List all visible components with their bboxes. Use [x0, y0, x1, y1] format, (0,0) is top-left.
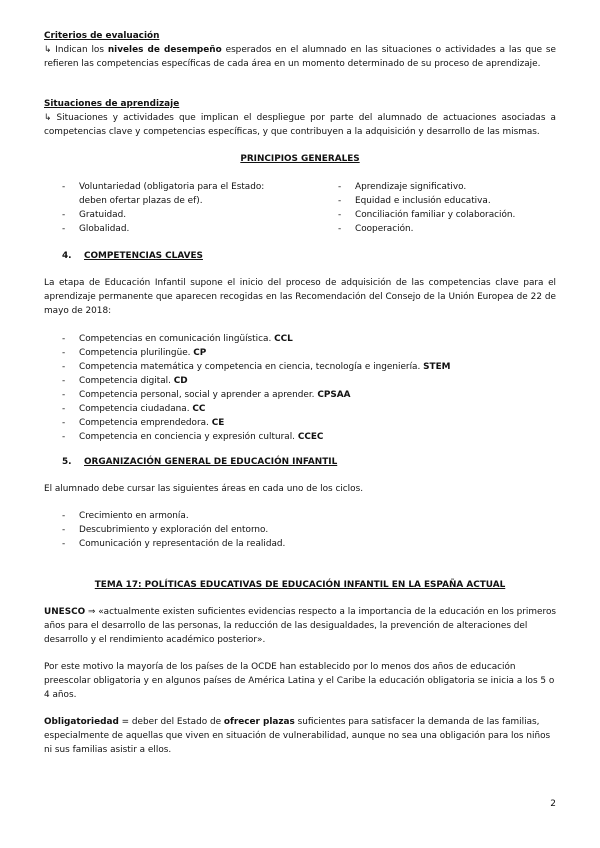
principios-heading: PRINCIPIOS GENERALES — [240, 154, 360, 164]
list-item: - Descubrimiento y exploración del entorno. — [44, 523, 556, 537]
list-item: - Gratuidad. — [44, 208, 324, 222]
competencias-heading-row — [44, 249, 556, 263]
criterios-section — [44, 29, 556, 71]
organizacion-list — [44, 509, 556, 551]
list-item: - Voluntariedad (obligatoria para el Estado: deben ofertar plazas de ef). — [44, 180, 324, 208]
unesco-paragraph: UNESCO ⇒ «actualmente existen suficientes evidencias respecto a la importancia de la educación en los primeros años para el desarrollo de las personas, la reducción de las desigualdades, la prevención de alteraciones del desarrollo y el rendimiento académico posterior». — [44, 607, 556, 645]
principios-right-list — [320, 180, 560, 236]
list-item: - Competencias en comunicación lingüística. CCL — [44, 332, 556, 346]
list-item: - Equidad e inclusión educativa. — [320, 194, 560, 208]
arrow-icon: ↳ — [44, 113, 52, 123]
organizacion-heading: ORGANIZACIÓN GENERAL DE EDUCACIÓN INFANTIL — [84, 457, 338, 467]
arrow-icon: ↳ — [44, 45, 52, 55]
principios-heading-row — [44, 152, 556, 166]
organizacion-intro: El alumnado debe cursar las siguientes áreas en cada uno de los ciclos. — [44, 484, 364, 494]
list-item: - Competencia matemática y competencia en ciencia, tecnología e ingeniería. STEM — [44, 360, 556, 374]
page-number: 2 — [550, 799, 556, 809]
list-item: - Competencia emprendedora. CE — [44, 416, 556, 430]
tema-title: TEMA 17: POLÍTICAS EDUCATIVAS DE EDUCACIÓN INFANTIL EN LA ESPAÑA ACTUAL — [94, 580, 506, 590]
competencias-list — [44, 332, 556, 444]
organizacion-heading-row — [44, 455, 556, 469]
section-number: 4. — [62, 251, 72, 261]
list-item: - Competencia en conciencia y expresión cultural. CCEC — [44, 430, 556, 444]
section-number: 5. — [62, 457, 72, 467]
tema-title-row — [44, 578, 556, 592]
competencias-heading: COMPETENCIAS CLAVES — [84, 251, 203, 261]
list-item: - Aprendizaje significativo. — [320, 180, 560, 194]
situaciones-section — [44, 97, 556, 139]
situaciones-heading: Situaciones de aprendizaje — [44, 99, 180, 109]
list-item: - Cooperación. — [320, 222, 560, 236]
list-item: - Globalidad. — [44, 222, 324, 236]
principios-left-list — [44, 180, 324, 236]
competencias-intro: La etapa de Educación Infantil supone el inicio del proceso de adquisición de las competencias clave para el aprendizaje permanente que aparecen recogidas en las Recomendación del Consejo de la Unión Europea de 22 de mayo de 2018: — [44, 278, 556, 316]
list-item: - Competencia personal, social y aprender a aprender. CPSAA — [44, 388, 556, 402]
list-item: - Comunicación y representación de la realidad. — [44, 537, 556, 551]
obligatoriedad-paragraph: Obligatoriedad = deber del Estado de ofrecer plazas suficientes para satisfacer la demanda de las familias, especialmente de aquellas que viven en situación de vulnerabilidad, aunque no sea una obligación para los niños ni sus familias asistir a ellos. — [44, 717, 551, 755]
criterios-heading: Criterios de evaluación — [44, 31, 160, 41]
list-item: - Conciliación familiar y colaboración. — [320, 208, 560, 222]
situaciones-text: ↳ Situaciones y actividades que implican el despliegue por parte del alumnado de actuaciones asociadas a competencias clave y competencias específicas, y que contribuyen a la adquisición y desarrollo de las mismas. — [44, 113, 556, 137]
list-item: - Crecimiento en armonía. — [44, 509, 556, 523]
list-item: - Competencia plurilingüe. CP — [44, 346, 556, 360]
criterios-text: ↳ Indican los niveles de desempeño esperados en el alumnado en las situaciones o actividades a las que se refieren las competencias específicas de cada área en un momento determinado de su proceso de aprendizaje. — [44, 45, 556, 69]
list-item: - Competencia digital. CD — [44, 374, 556, 388]
ocde-paragraph: Por este motivo la mayoría de los países de la OCDE han establecido por lo menos dos años de educación preescolar obligatoria y en algunos países de América Latina y el Caribe la educación obligatoria se inicia a los 5 o 4 años. — [44, 662, 555, 700]
list-item: - Competencia ciudadana. CC — [44, 402, 556, 416]
